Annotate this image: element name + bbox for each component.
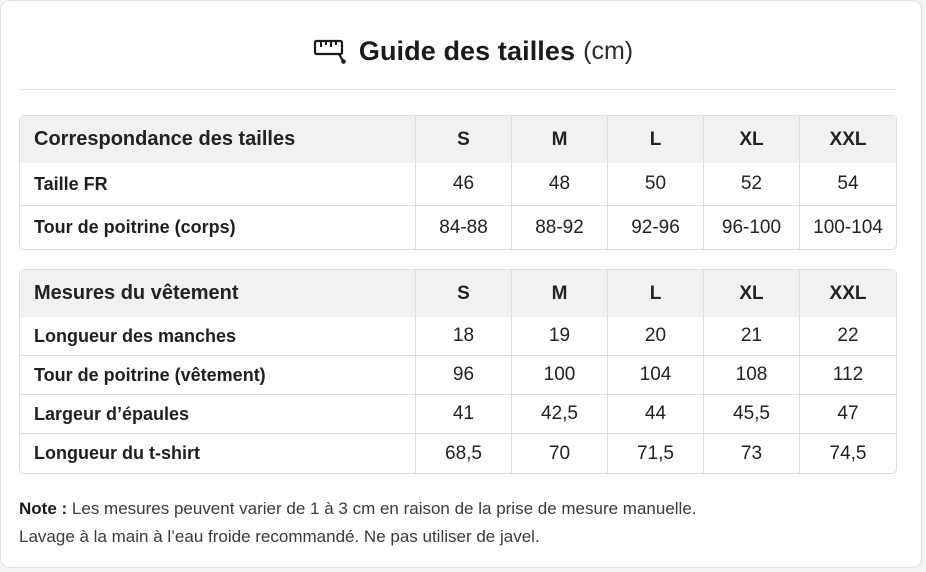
table-title: Mesures du vêtement — [20, 270, 416, 317]
table-cell: 104 — [608, 356, 704, 395]
table-cell: 96-100 — [704, 206, 800, 249]
note-text-2: Lavage à la main à l’eau froide recommandé. Ne pas utiliser de javel. — [19, 527, 540, 546]
size-header: M — [512, 270, 608, 317]
table-cell: 68,5 — [416, 434, 512, 473]
size-header: XL — [704, 116, 800, 163]
table-row — [20, 434, 896, 473]
table-cell: 84-88 — [416, 206, 512, 249]
table-cell: 45,5 — [704, 395, 800, 434]
size-header: XXL — [800, 270, 896, 317]
table-header-row — [20, 270, 896, 317]
unit-label: (cm) — [583, 36, 634, 65]
table-cell: 20 — [608, 317, 704, 356]
table-row — [20, 206, 896, 249]
note-prefix: Note : — [19, 499, 68, 518]
table-cell: 88-92 — [512, 206, 608, 249]
row-label: Tour de poitrine (corps) — [20, 206, 416, 249]
table-cell: 73 — [704, 434, 800, 473]
table-cell: 100 — [512, 356, 608, 395]
table-row — [20, 356, 896, 395]
table-cell: 19 — [512, 317, 608, 356]
table-cell: 52 — [704, 163, 800, 206]
table-cell: 44 — [608, 395, 704, 434]
table-cell: 41 — [416, 395, 512, 434]
table-cell: 74,5 — [829, 442, 867, 464]
table-cell: 50 — [608, 163, 704, 206]
table-row — [20, 317, 896, 356]
table-cell: 100-104 — [813, 216, 883, 238]
footnote — [19, 495, 909, 551]
header-divider — [19, 89, 896, 90]
table-cell: 47 — [800, 395, 896, 434]
row-label: Longueur des manches — [20, 317, 416, 356]
page-title: Guide des tailles — [358, 35, 576, 66]
size-header: XXL — [800, 116, 896, 163]
table-cell: 54 — [800, 163, 896, 206]
table-cell: 42,5 — [512, 395, 608, 434]
table-row — [20, 163, 896, 206]
row-label: Longueur du t-shirt — [20, 434, 416, 473]
note-text-1: Les mesures peuvent varier de 1 à 3 cm en raison de la prise de mesure manuelle. — [71, 499, 697, 518]
row-label: Largeur d’épaules — [20, 395, 416, 434]
row-label: Taille FR — [20, 163, 416, 206]
size-header: S — [416, 116, 512, 163]
ruler-icon — [313, 36, 347, 66]
table-cell: 21 — [704, 317, 800, 356]
size-header: L — [608, 116, 704, 163]
table-row — [20, 395, 896, 434]
table-cell: 22 — [800, 317, 896, 356]
table-header-row — [20, 116, 896, 163]
table-cell: 46 — [416, 163, 512, 206]
table-cell: 18 — [416, 317, 512, 356]
garment-measurements-table — [19, 269, 897, 474]
table-cell: 71,5 — [608, 434, 704, 473]
table-title: Correspondance des tailles — [20, 116, 416, 163]
size-header: M — [512, 116, 608, 163]
size-correspondence-table — [19, 115, 897, 250]
row-label: Tour de poitrine (vêtement) — [20, 356, 416, 395]
table-cell: 112 — [800, 356, 896, 395]
size-header: L — [608, 270, 704, 317]
table-cell: 96 — [416, 356, 512, 395]
size-guide-header — [1, 31, 923, 71]
table-cell: 92-96 — [608, 206, 704, 249]
size-header: XL — [704, 270, 800, 317]
table-cell: 108 — [704, 356, 800, 395]
size-header: S — [416, 270, 512, 317]
table-cell: 48 — [512, 163, 608, 206]
table-cell: 70 — [512, 434, 608, 473]
note-line-1 — [19, 495, 909, 523]
